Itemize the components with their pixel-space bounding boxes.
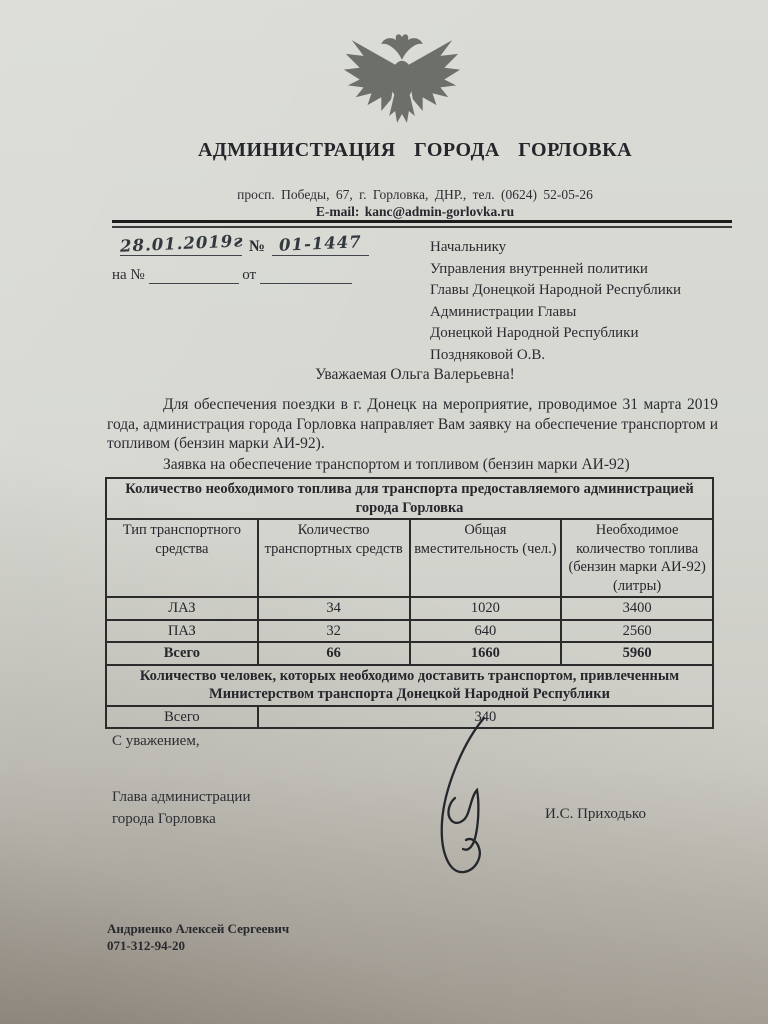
reference-line-incoming [112,261,352,284]
recipient-line: Управления внутренней политики [430,260,648,277]
handwritten-number: 01-1447 [278,232,363,255]
column-header-type: Тип транспортного средства [106,519,258,597]
handwritten-signature [408,710,523,888]
cell-capacity: 640 [410,620,562,643]
number-sign: № [249,238,266,255]
cell-capacity: 1020 [410,597,562,620]
table-total-row [106,642,713,665]
incoming-label: на № [112,267,145,283]
recipient-line: Поздняковой О.В. [430,346,546,363]
signer-name: И.С. Приходько [545,806,646,822]
total-capacity: 1660 [410,642,562,665]
contact-block [107,921,289,954]
cell-count: 32 [258,620,410,643]
table-row [106,620,713,643]
email-line: E-mail: kanc@admin-gorlovka.ru [315,204,515,219]
cell-type: ПАЗ [106,620,258,643]
table-title: Количество необходимого топлива для транспорта предоставляемого администрацией города Горловка [125,481,694,516]
reference-line-outgoing [120,233,369,256]
contact-phone: 071-312-94-20 [107,937,185,953]
regards-line: С уважением, [112,733,200,749]
recipient-line: Донецкой Народной Республики [430,325,639,341]
final-label: Всего [106,706,258,729]
total-count: 66 [258,642,410,665]
cell-fuel: 2560 [561,620,713,643]
signer-position [112,786,250,830]
column-header-fuel: Необходимое количество топлива (бензин марки АИ-92) (литры) [561,519,713,597]
double-headed-eagle-icon [338,28,466,132]
total-fuel: 5960 [561,642,713,665]
address-line: просп. Победы, 67, г. Горловка, ДНР., тел. (0624) 52-05-26 [237,187,593,202]
recipient-line: Главы Донецкой Народной Республики [430,282,682,298]
fuel-request-table [105,477,714,729]
total-label: Всего [106,642,258,665]
contact-name: Андриенко Алексей Сергеевич [107,921,290,936]
signer-position-line: города Горловка [112,811,216,827]
cell-count: 34 [258,597,410,620]
final-value: 340 [258,706,713,729]
cell-type: ЛАЗ [106,597,258,620]
body-paragraph: Для обеспечения поездки в г. Донецк на мероприятие, проводимое 31 марта 2019 года, администрация города Горловка направляет Вам заявку на обеспечение транспортом и топливом (бензин марки АИ-92). [107,396,718,452]
recipient-block [430,237,735,366]
table-title-cell [106,478,713,519]
header-divider [112,220,732,228]
recipient-line: Начальнику [430,239,507,255]
table-header-row [106,519,713,597]
recipient-line: Администрации Главы [430,303,577,320]
salutation: Уважаемая Ольга Валерьевна! [315,366,515,383]
table-note: Количество человек, которых необходимо доставить транспортом, привлеченным Министерством транспорта Донецкой Народной Республики [139,667,680,702]
date-underline [120,233,242,256]
table-row [106,597,713,620]
from-label: от [242,267,257,283]
column-header-capacity: Общая вместительность (чел.) [410,519,562,597]
table-note-cell [106,665,713,706]
table-caption: Заявка на обеспечение транспортом и топливом (бензин марки АИ-92) [163,456,630,473]
from-blank [260,261,352,284]
incoming-blank [149,261,239,284]
handwritten-date: 28.01.2019г [119,231,244,256]
number-underline [272,233,369,256]
cell-fuel: 3400 [561,597,713,620]
column-header-count: Количество транспортных средств [258,519,410,597]
signer-position-line: Глава администрации [112,789,251,805]
org-name: АДМИНИСТРАЦИЯ ГОРОДА ГОРЛОВКА [197,139,633,161]
